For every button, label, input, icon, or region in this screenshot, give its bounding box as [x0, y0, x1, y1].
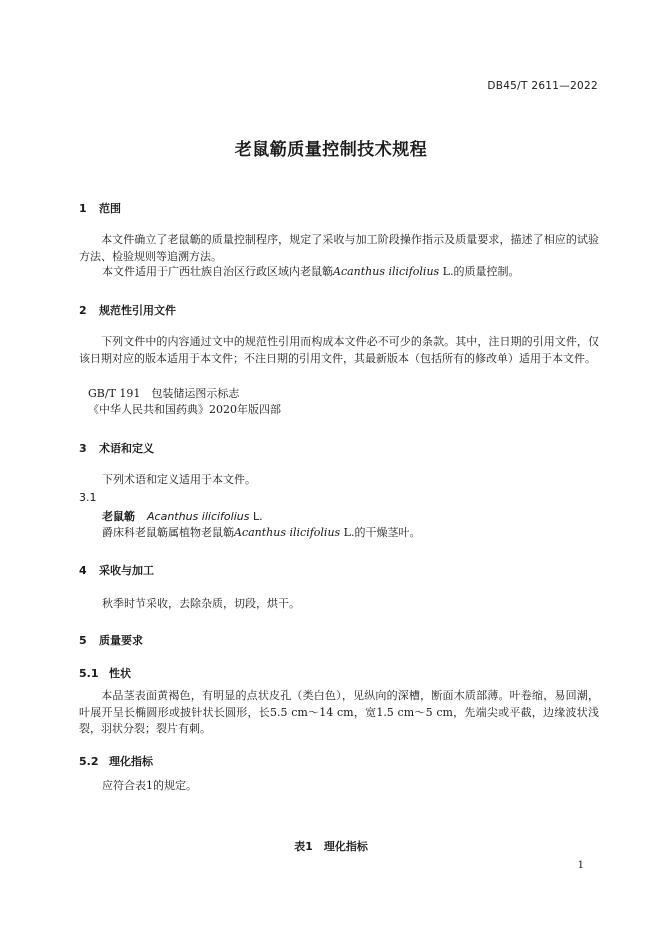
subsection-5-1-heading: [79, 665, 131, 681]
section-title: 术语和定义: [99, 442, 154, 455]
paragraph-text: L.的质量控制。: [439, 265, 520, 278]
section-2-paragraph-1: [79, 334, 599, 367]
section-1-heading: [79, 200, 121, 216]
section-1-paragraph-2: [102, 264, 519, 281]
table-caption: 表1 理化指标: [294, 840, 368, 853]
page-number: 1: [577, 860, 584, 871]
section-3-paragraph-1: 下列术语和定义适用于本文件。: [102, 473, 256, 486]
term-definition: [102, 525, 420, 542]
subsection-number: 5.2: [79, 755, 99, 768]
section-3-heading: [79, 440, 154, 456]
section-title: 质量要求: [99, 634, 143, 647]
term-author: L.: [249, 510, 263, 523]
section-2-heading: [79, 302, 176, 318]
section-number: 2: [79, 304, 87, 317]
document-title: 老鼠簕质量控制技术规程: [234, 140, 428, 160]
latin-name: Acanthus ilicifolius: [333, 265, 440, 278]
section-title: 范围: [99, 202, 121, 215]
paragraph-text: 本文件适用于广西壮族自治区行政区域内老鼠簕: [102, 265, 333, 278]
reference-pharmacopoeia: 《中华人民共和国药典》2020年版四部: [88, 403, 281, 416]
term-entry: [102, 508, 263, 524]
section-number: 1: [79, 202, 87, 215]
section-1-paragraph-1: [79, 232, 599, 265]
term-chinese: 老鼠簕: [102, 510, 135, 523]
subsection-5-2-paragraph: 应符合表1的规定。: [102, 779, 197, 792]
subsection-5-2-heading: [79, 753, 153, 769]
section-4-paragraph-1: 秋季时节采收，去除杂质，切段，烘干。: [102, 597, 300, 610]
subsection-title: 理化指标: [109, 755, 153, 768]
definition-text: L.的干燥茎叶。: [340, 526, 421, 539]
section-number: 5: [79, 634, 87, 647]
term-latin: Acanthus ilicifolius: [147, 510, 250, 523]
section-title: 采收与加工: [99, 564, 154, 577]
paragraph-text: 本品茎表面黄褐色，有明显的点状皮孔（类白色），见纵向的深槽，断面木质部薄。叶卷缩，易回潮，叶展开呈长椭圆形或披针状长圆形，长5.5 cm～14 cm，宽1.5 cm～5 cm，先端尖或平截，边缘波状浅裂，羽状分裂；裂片有刺。: [79, 689, 599, 735]
paragraph-text: 下列文件中的内容通过文中的规范性引用而构成本文件必不可少的条款。其中，注日期的引用文件，仅该日期对应的版本适用于本文件；不注日期的引用文件，其最新版本（包括所有的修改单）适用于本文件。: [79, 335, 599, 365]
section-title: 规范性引用文件: [99, 304, 176, 317]
subsection-5-1-paragraph: [79, 688, 599, 738]
latin-name: Acanthus ilicifolius: [234, 526, 341, 539]
subsection-title: 性状: [109, 667, 131, 680]
section-4-heading: [79, 562, 154, 578]
subsection-number: 5.1: [79, 667, 99, 680]
section-number: 4: [79, 564, 87, 577]
term-number: 3.1: [79, 491, 97, 504]
section-number: 3: [79, 442, 87, 455]
standard-code: DB45/T 2611—2022: [487, 80, 598, 92]
paragraph-text: 本文件确立了老鼠簕的质量控制程序，规定了采收与加工阶段操作指示及质量要求，描述了相应的试验方法、检验规则等追溯方法。: [79, 233, 599, 263]
definition-text: 爵床科老鼠簕属植物老鼠簕: [102, 526, 234, 539]
reference-gb-t-191: GB/T 191 包装储运图示标志: [88, 387, 240, 400]
section-5-heading: [79, 632, 143, 648]
